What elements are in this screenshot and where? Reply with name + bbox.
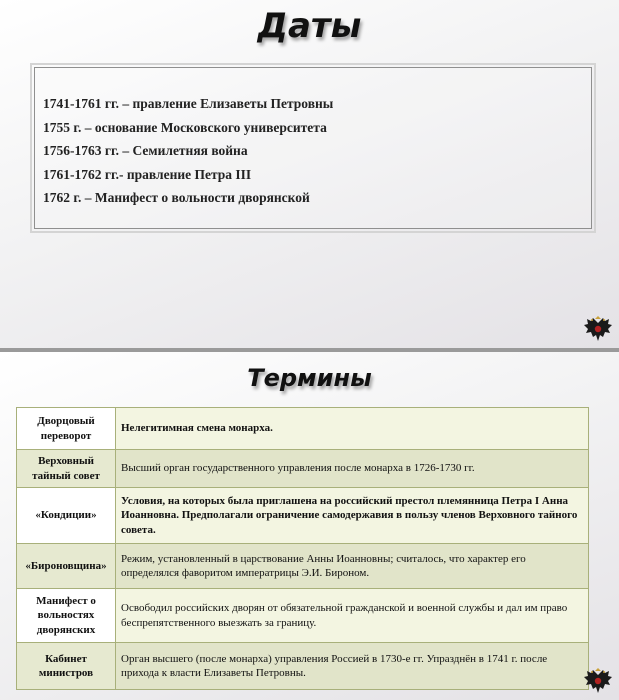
slide-terms <box>0 352 619 700</box>
table-row <box>17 488 589 544</box>
definition-cell: Высший орган государственного управления после монарха в 1726-1730 гг. <box>116 450 589 488</box>
term-cell: «Кондиции» <box>17 488 116 544</box>
slide-title: Даты <box>257 6 362 46</box>
term-cell: «Бироновщина» <box>17 544 116 589</box>
date-item: 1761-1762 гг.- правление Петра III <box>43 166 252 182</box>
double-headed-eagle-icon <box>582 666 614 698</box>
term-cell: Манифест о вольностях дворянских <box>17 589 116 643</box>
definition-cell: Нелегитимная смена монарха. <box>116 408 589 450</box>
date-item: 1756-1763 гг. – Семилетняя война <box>43 143 248 158</box>
double-headed-eagle-icon <box>582 314 614 346</box>
definition-cell: Режим, установленный в царствование Анны Иоанновны; считалось, что характер его определялся фаворитом императрицы Э.И. Бироном. <box>116 544 589 589</box>
table-row <box>17 544 589 589</box>
date-item: 1741-1761 гг. – правление Елизаветы Петровны <box>43 96 334 111</box>
dates-box <box>34 67 592 229</box>
table-row <box>17 450 589 488</box>
term-cell: Дворцовый переворот <box>17 408 116 450</box>
date-item: 1762 г. – Манифест о вольности дворянской <box>43 190 310 205</box>
term-cell: Кабинет министров <box>17 643 116 690</box>
definition-cell: Орган высшего (после монарха) управления Россией в 1730-е гг. Упразднён в 1741 г. после прихода к власти Елизаветы Петровны. <box>116 643 589 690</box>
slide-dates <box>0 0 619 348</box>
terms-table <box>16 407 589 690</box>
definition-cell: Освободил российских дворян от обязательной гражданской и военной службы и дал им право беспрепятственного выезжать за границу. <box>116 589 589 643</box>
term-cell: Верховный тайный совет <box>17 450 116 488</box>
table-row <box>17 589 589 643</box>
table-row <box>17 643 589 690</box>
date-item: 1755 г. – основание Московского университета <box>43 119 327 135</box>
definition-cell: Условия, на которых была приглашена на российский престол племянница Петра I Анна Иоанновна. Предполагали ограничение самодержавия в пользу членов Верховного тайного совета. <box>116 488 589 544</box>
table-row <box>17 408 589 450</box>
slide-title: Термины <box>247 364 372 392</box>
